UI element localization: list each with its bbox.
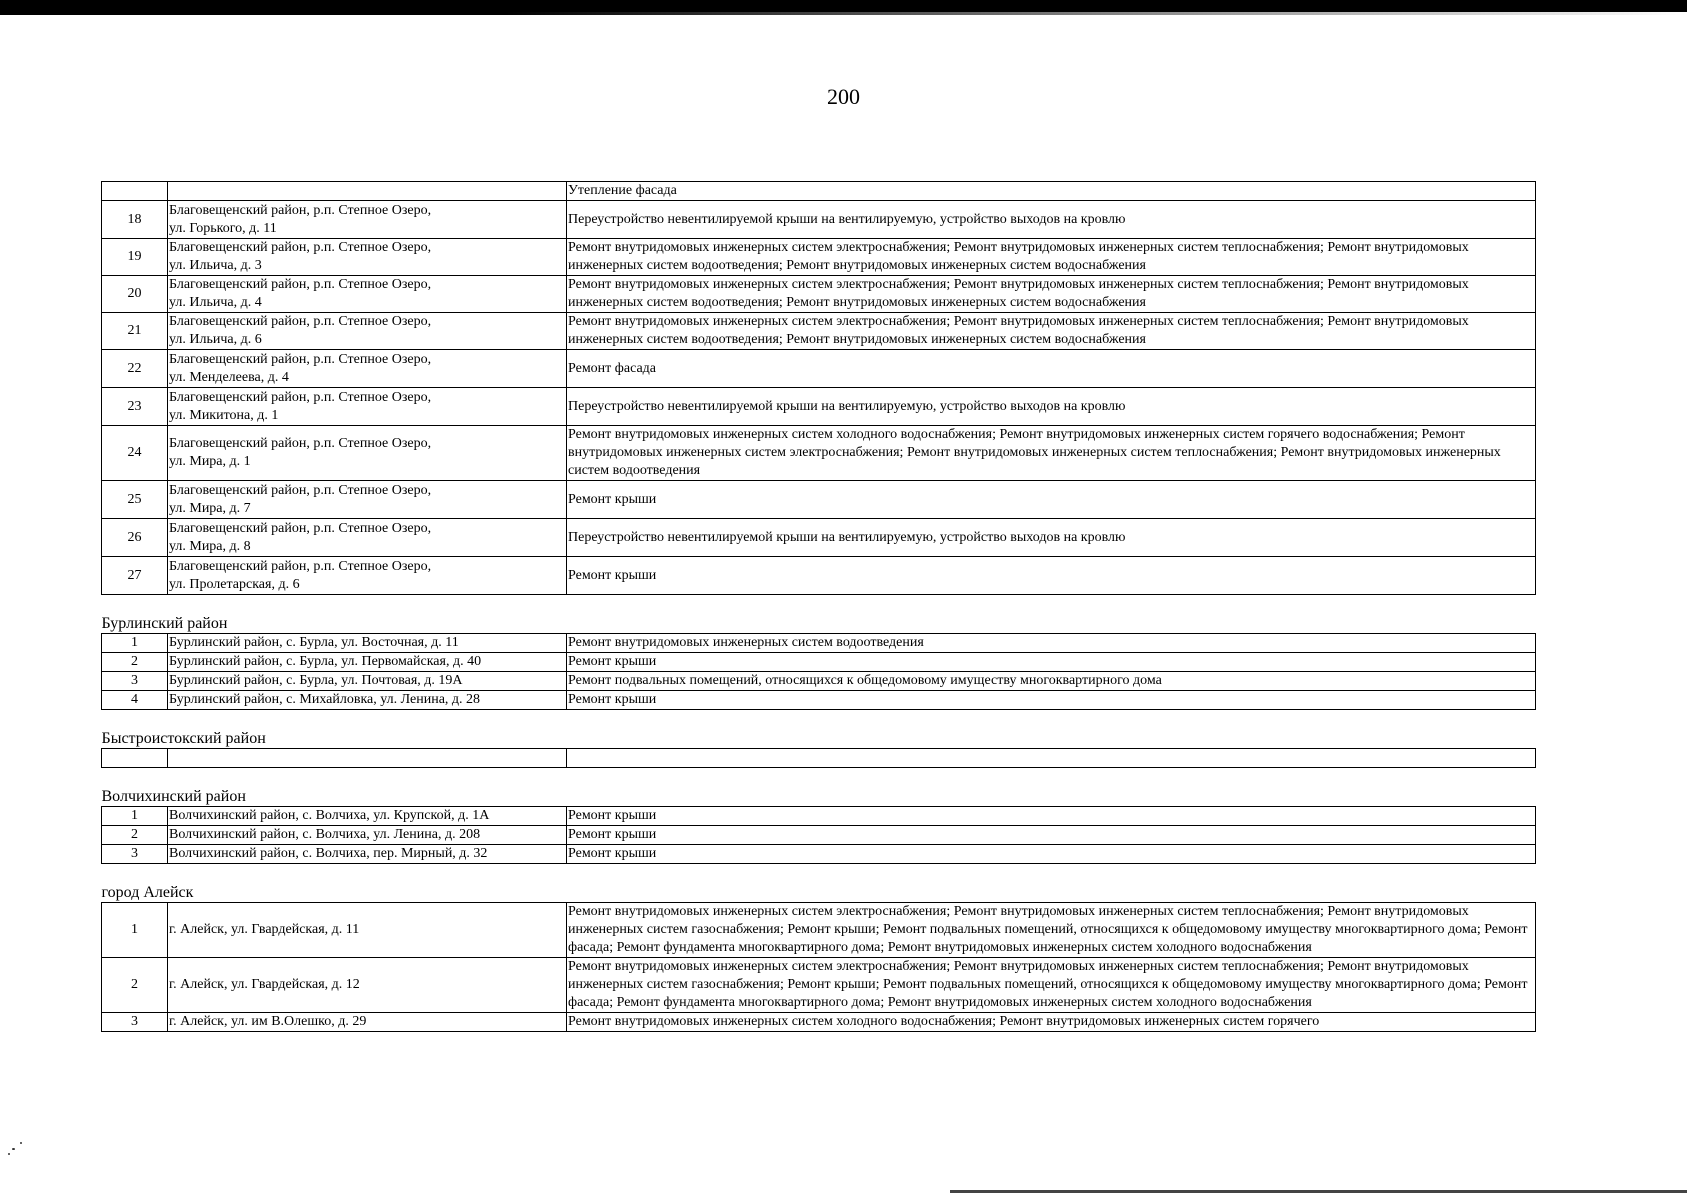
row-number: 3	[102, 1013, 168, 1032]
section-header-aleisk	[102, 864, 1536, 903]
row-address: Волчихинский район, с. Волчиха, ул. Крупской, д. 1А	[168, 807, 567, 826]
table-row	[102, 653, 1536, 672]
row-number: 2	[102, 826, 168, 845]
table-row	[102, 350, 1536, 388]
table-row	[102, 201, 1536, 239]
row-work-type: Ремонт внутридомовых инженерных систем электроснабжения; Ремонт внутридомовых инженерных систем теплоснабжения; Ремонт внутридомовых инженерных систем водоотведения; Ремонт внутридомовых инженерных систем водоснабжения	[567, 313, 1536, 350]
scan-speck	[12, 1148, 15, 1150]
row-work-type: Ремонт внутридомовых инженерных систем холодного водоснабжения; Ремонт внутридомовых инженерных систем горячего	[567, 1013, 1536, 1032]
table-row	[102, 426, 1536, 481]
row-address: г. Алейск, ул. Гвардейская, д. 12	[168, 958, 567, 1013]
row-work-type: Переустройство невентилируемой крыши на вентилируемую, устройство выходов на кровлю	[567, 388, 1536, 426]
row-number: 20	[102, 276, 168, 313]
row-address: Бурлинский район, с. Бурла, ул. Восточная, д. 11	[168, 634, 567, 653]
row-number	[102, 182, 168, 201]
row-number: 22	[102, 350, 168, 388]
row-address	[168, 749, 567, 768]
row-number: 25	[102, 481, 168, 519]
row-work-type: Ремонт крыши	[567, 653, 1536, 672]
row-work-type: Переустройство невентилируемой крыши на вентилируемую, устройство выходов на кровлю	[567, 519, 1536, 557]
district-title: Бурлинский район	[102, 595, 1536, 634]
row-number: 23	[102, 388, 168, 426]
row-number: 2	[102, 653, 168, 672]
row-address: г. Алейск, ул. Гвардейская, д. 11	[168, 903, 567, 958]
table-row	[102, 313, 1536, 350]
row-work-type: Ремонт крыши	[567, 691, 1536, 710]
row-number: 24	[102, 426, 168, 481]
row-address: Волчихинский район, с. Волчиха, пер. Мирный, д. 32	[168, 845, 567, 864]
row-work-type: Ремонт крыши	[567, 807, 1536, 826]
scan-speck	[8, 1153, 10, 1155]
row-number: 3	[102, 845, 168, 864]
row-work-type: Утепление фасада	[567, 182, 1536, 201]
row-address: Благовещенский район, р.п. Степное Озеро, ул. Ильича, д. 4	[168, 276, 567, 313]
row-address: Благовещенский район, р.п. Степное Озеро, ул. Горького, д. 11	[168, 201, 567, 239]
row-work-type	[567, 749, 1536, 768]
row-work-type: Ремонт крыши	[567, 845, 1536, 864]
district-title: город Алейск	[102, 864, 1536, 903]
table-row	[102, 388, 1536, 426]
row-work-type: Ремонт внутридомовых инженерных систем электроснабжения; Ремонт внутридомовых инженерных систем теплоснабжения; Ремонт внутридомовых инженерных систем газоснабжения; Ремонт крыши; Ремонт подвальных помещений, относящихся к общедомовому имуществу многоквартирного дома; Ремонт фасада; Ремонт фундамента многоквартирного дома; Ремонт внутридомовых инженерных систем холодного водоснабжения	[567, 903, 1536, 958]
row-address: Бурлинский район, с. Бурла, ул. Почтовая, д. 19А	[168, 672, 567, 691]
district-title: Волчихинский район	[102, 768, 1536, 807]
row-address: Бурлинский район, с. Бурла, ул. Первомайская, д. 40	[168, 653, 567, 672]
row-address: Благовещенский район, р.п. Степное Озеро, ул. Ильича, д. 3	[168, 239, 567, 276]
row-work-type: Ремонт крыши	[567, 481, 1536, 519]
row-address: Бурлинский район, с. Михайловка, ул. Ленина, д. 28	[168, 691, 567, 710]
row-address: Благовещенский район, р.п. Степное Озеро, ул. Мира, д. 8	[168, 519, 567, 557]
section-header-bystryi-istok	[102, 710, 1536, 749]
table-row	[102, 634, 1536, 653]
row-number: 19	[102, 239, 168, 276]
table-row	[102, 958, 1536, 1013]
section-header-burla	[102, 595, 1536, 634]
repair-register-table	[101, 181, 1536, 1032]
table-row	[102, 557, 1536, 595]
table-row	[102, 826, 1536, 845]
row-address: Благовещенский район, р.п. Степное Озеро, ул. Менделеева, д. 4	[168, 350, 567, 388]
table-row	[102, 519, 1536, 557]
row-address: Благовещенский район, р.п. Степное Озеро, ул. Пролетарская, д. 6	[168, 557, 567, 595]
district-title: Быстроистокский район	[102, 710, 1536, 749]
row-address: г. Алейск, ул. им В.Олешко, д. 29	[168, 1013, 567, 1032]
row-address: Благовещенский район, р.п. Степное Озеро, ул. Мира, д. 1	[168, 426, 567, 481]
row-work-type: Ремонт внутридомовых инженерных систем электроснабжения; Ремонт внутридомовых инженерных систем теплоснабжения; Ремонт внутридомовых инженерных систем газоснабжения; Ремонт крыши; Ремонт подвальных помещений, относящихся к общедомовому имуществу многоквартирного дома; Ремонт фасада; Ремонт фундамента многоквартирного дома; Ремонт внутридомовых инженерных систем холодного водоснабжения	[567, 958, 1536, 1013]
row-work-type: Ремонт внутридомовых инженерных систем холодного водоснабжения; Ремонт внутридомовых инженерных систем горячего водоснабжения; Ремонт внутридомовых инженерных систем электроснабжения; Ремонт внутридомовых инженерных систем теплоснабжения; Ремонт внутридомовых инженерных систем водоотведения	[567, 426, 1536, 481]
scan-top-border-shadow	[0, 12, 1687, 15]
row-address: Волчихинский район, с. Волчиха, ул. Ленина, д. 208	[168, 826, 567, 845]
table-row	[102, 1013, 1536, 1032]
section-header-volchikha	[102, 768, 1536, 807]
row-work-type: Ремонт крыши	[567, 826, 1536, 845]
table-row	[102, 672, 1536, 691]
row-address: Благовещенский район, р.п. Степное Озеро, ул. Микитона, д. 1	[168, 388, 567, 426]
row-number	[102, 749, 168, 768]
row-work-type: Ремонт крыши	[567, 557, 1536, 595]
row-work-type: Ремонт внутридомовых инженерных систем электроснабжения; Ремонт внутридомовых инженерных систем теплоснабжения; Ремонт внутридомовых инженерных систем водоотведения; Ремонт внутридомовых инженерных систем водоснабжения	[567, 239, 1536, 276]
table-row	[102, 807, 1536, 826]
scan-top-border	[0, 0, 1687, 12]
row-number: 27	[102, 557, 168, 595]
table-row	[102, 182, 1536, 201]
row-number: 3	[102, 672, 168, 691]
table-row	[102, 239, 1536, 276]
row-number: 1	[102, 634, 168, 653]
row-address	[168, 182, 567, 201]
table-row	[102, 903, 1536, 958]
row-number: 26	[102, 519, 168, 557]
row-work-type: Переустройство невентилируемой крыши на вентилируемую, устройство выходов на кровлю	[567, 201, 1536, 239]
row-work-type: Ремонт подвальных помещений, относящихся к общедомовому имуществу многоквартирного дома	[567, 672, 1536, 691]
table-row-empty	[102, 749, 1536, 768]
row-number: 21	[102, 313, 168, 350]
row-number: 4	[102, 691, 168, 710]
page-number: 200	[827, 84, 860, 109]
row-number: 1	[102, 903, 168, 958]
row-number: 1	[102, 807, 168, 826]
table-row	[102, 276, 1536, 313]
table-row	[102, 691, 1536, 710]
table-row	[102, 845, 1536, 864]
row-number: 2	[102, 958, 168, 1013]
row-address: Благовещенский район, р.п. Степное Озеро, ул. Мира, д. 7	[168, 481, 567, 519]
row-address: Благовещенский район, р.п. Степное Озеро, ул. Ильича, д. 6	[168, 313, 567, 350]
table-row	[102, 481, 1536, 519]
scan-speck	[20, 1142, 22, 1144]
row-work-type: Ремонт внутридомовых инженерных систем водоотведения	[567, 634, 1536, 653]
scan-bottom-edge	[950, 1190, 1687, 1193]
row-number: 18	[102, 201, 168, 239]
row-work-type: Ремонт внутридомовых инженерных систем электроснабжения; Ремонт внутридомовых инженерных систем теплоснабжения; Ремонт внутридомовых инженерных систем водоотведения; Ремонт внутридомовых инженерных систем водоснабжения	[567, 276, 1536, 313]
row-work-type: Ремонт фасада	[567, 350, 1536, 388]
